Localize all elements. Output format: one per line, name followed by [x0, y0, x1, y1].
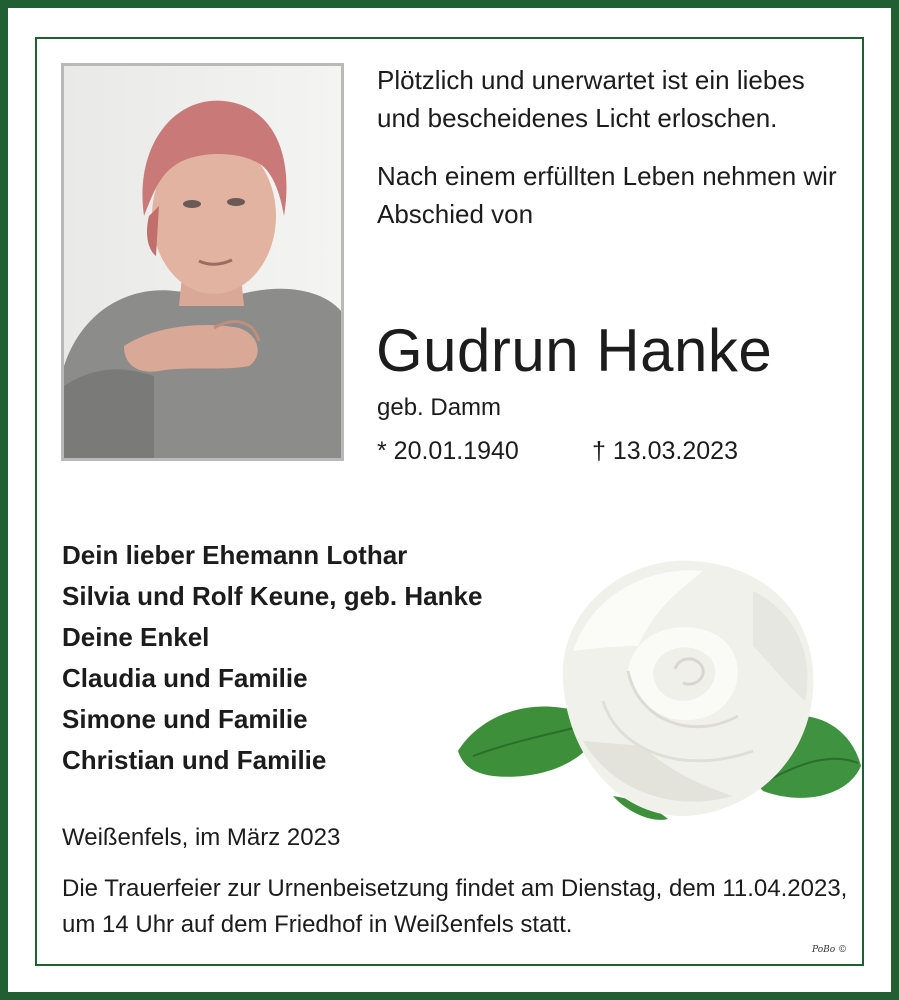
mourner-line: Claudia und Familie — [62, 663, 308, 693]
birth-date: * 20.01.1940 — [377, 437, 519, 465]
mourner-line: Deine Enkel — [62, 622, 210, 652]
portrait-photo — [61, 63, 344, 461]
mourner-line: Dein lieber Ehemann Lothar — [62, 540, 408, 570]
white-rose-image — [453, 551, 866, 841]
deceased-name: Gudrun Hanke — [376, 317, 773, 384]
intro-line-2: Nach einem erfüllten Leben nehmen wir Abschied von — [377, 161, 837, 229]
mourner-line: Silvia und Rolf Keune, geb. Hanke — [62, 581, 483, 611]
copyright-mark: PoBo © — [812, 945, 848, 955]
maiden-name: geb. Damm — [377, 394, 502, 421]
place-and-date: Weißenfels, im März 2023 — [62, 824, 341, 851]
intro-text — [377, 61, 847, 233]
mourner-line: Christian und Familie — [62, 745, 327, 775]
intro-line-1: Plötzlich und unerwartet ist ein liebes und bescheidenes Licht erloschen. — [377, 65, 805, 133]
death-date: † 13.03.2023 — [592, 437, 738, 465]
funeral-service-info: Die Trauerfeier zur Urnenbeisetzung findet am Dienstag, dem 11.04.2023, um 14 Uhr auf dem Friedhof in Weißenfels statt. — [62, 875, 848, 938]
mourner-line: Simone und Familie — [62, 704, 308, 734]
